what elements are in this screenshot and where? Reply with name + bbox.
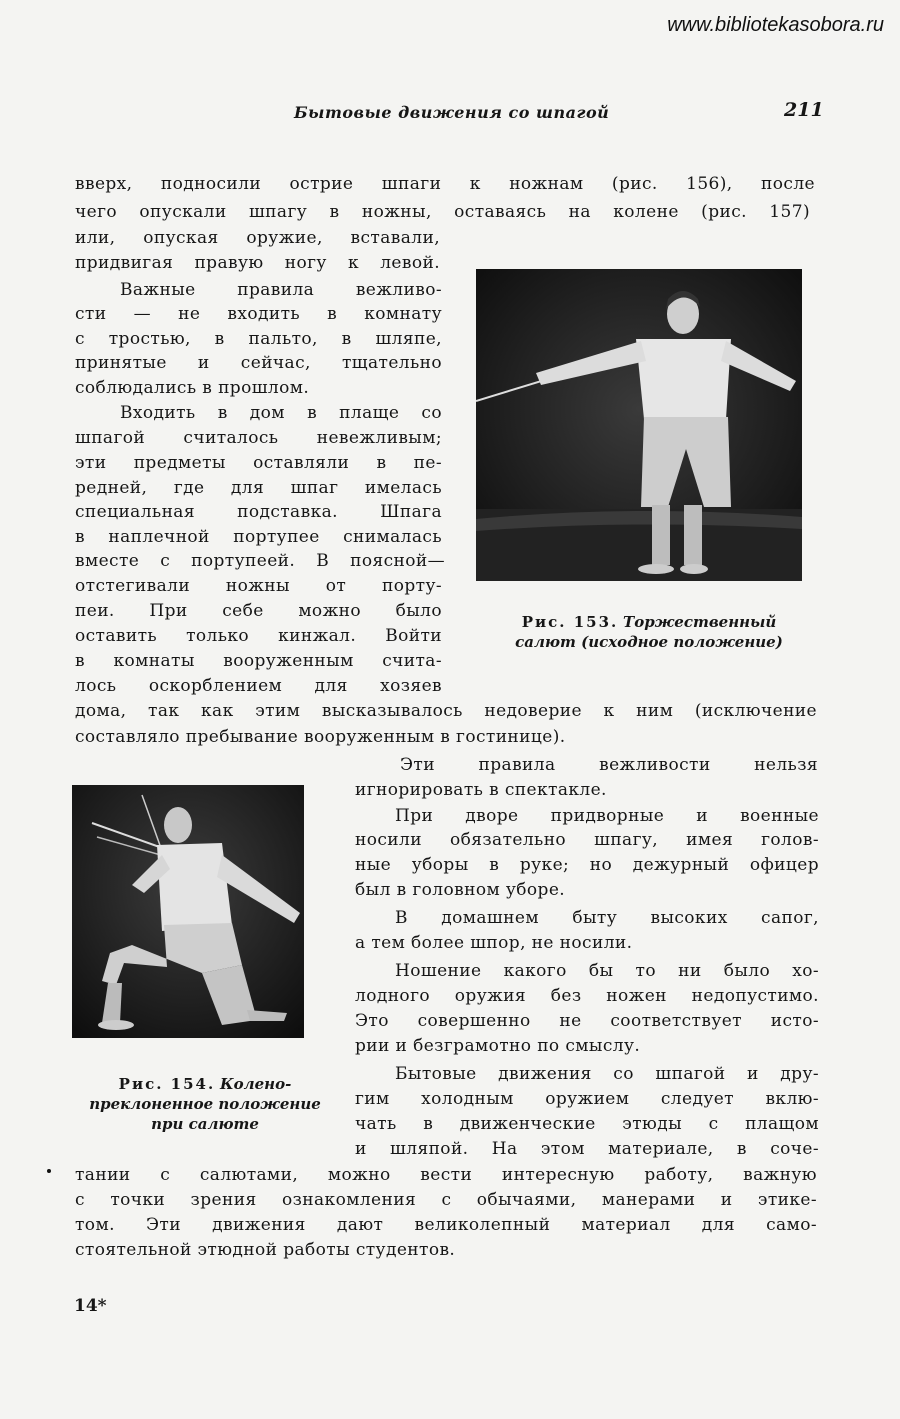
figure-154-caption-line2: преклоненное положение xyxy=(89,1095,321,1113)
text-line: с точки зрения ознакомления с обычаями, манерами и этике- xyxy=(75,1190,817,1210)
text-line: составляло пребывание вооруженным в гостинице). xyxy=(75,727,566,747)
figure-153-label: Рис. 153. xyxy=(521,613,619,631)
text-line: пеи. При себе можно было xyxy=(75,601,442,621)
figure-153-photo xyxy=(476,269,802,581)
text-line: а тем более шпор, не носили. xyxy=(355,933,633,953)
text-line: тании с салютами, можно вести интересную работу, важную xyxy=(75,1165,817,1185)
text-line: дома, так как этим высказывалось недоверие к ним (исключение xyxy=(75,701,817,721)
text-line: с тростью, в пальто, в шляпе, xyxy=(75,329,442,349)
text-line: специальная подставка. Шпага xyxy=(75,502,442,522)
text-line: Бытовые движения со шпагой и дру- xyxy=(395,1064,819,1084)
text-line: лось оскорблением для хозяев xyxy=(75,676,442,696)
text-line: отстегивали ножны от порту- xyxy=(75,576,442,596)
text-line: эти предметы оставляли в пе- xyxy=(75,453,442,473)
running-head: Бытовые движения со шпагой xyxy=(294,103,610,122)
text-line: В домашнем быту высоких сапог, xyxy=(395,908,819,928)
fencer-kneeling-salute-image xyxy=(72,785,304,1038)
text-line: Входить в дом в плаще со xyxy=(120,403,442,423)
text-line: том. Эти движения дают великолепный материал для само- xyxy=(75,1215,817,1235)
figure-154-label: Рис. 154. xyxy=(118,1075,216,1093)
site-watermark: www.bibliotekasobora.ru xyxy=(667,14,884,36)
text-line: шпагой считалось невежливым; xyxy=(75,428,442,448)
text-line: Ношение какого бы то ни было хо- xyxy=(395,961,819,981)
text-line: игнорировать в спектакле. xyxy=(355,780,607,800)
print-speck xyxy=(47,1169,51,1173)
signature-mark: 14* xyxy=(74,1296,107,1316)
text-line: рии и безграмотно по смыслу. xyxy=(355,1036,641,1056)
text-line: или, опуская оружие, вставали, xyxy=(75,228,440,248)
figure-154-caption-line3: при салюте xyxy=(151,1115,259,1133)
text-line: сти — не входить в комнату xyxy=(75,304,442,324)
text-line: Эти правила вежливости нельзя xyxy=(400,755,818,775)
figure-153-caption-line2: салют (исходное положение) xyxy=(515,633,783,651)
figure-154-photo xyxy=(72,785,304,1038)
text-line: соблюдались в прошлом. xyxy=(75,378,310,398)
fencer-standing-salute-image xyxy=(476,269,802,581)
text-line: в комнаты вооруженным счита- xyxy=(75,651,442,671)
text-line: редней, где для шпаг имелась xyxy=(75,478,442,498)
text-line: вместе с портупеей. В поясной— xyxy=(75,551,445,571)
text-line: вверх, подносили острие шпаги к ножнам (рис. 156), после xyxy=(75,174,815,194)
text-line: носили обязательно шпагу, имея голов- xyxy=(355,830,819,850)
figure-154-caption-line1: Колено- xyxy=(219,1075,292,1093)
text-line: Это совершенно не соответствует исто- xyxy=(355,1011,819,1031)
text-line: был в головном уборе. xyxy=(355,880,566,900)
figure-153-caption xyxy=(484,612,814,652)
text-line: и шляпой. На этом материале, в соче- xyxy=(355,1139,819,1159)
figure-154-caption xyxy=(80,1074,330,1134)
text-line: Важные правила вежливо- xyxy=(120,280,442,300)
figure-153-caption-line1: Торжественный xyxy=(623,613,777,631)
text-line: При дворе придворные и военные xyxy=(395,806,819,826)
text-line: чего опускали шпагу в ножны, оставаясь на колене (рис. 157) xyxy=(75,202,810,222)
text-line: принятые и сейчас, тщательно xyxy=(75,353,442,373)
text-line: чать в движенческие этюды с плащом xyxy=(355,1114,819,1134)
text-line: гим холодным оружием следует вклю- xyxy=(355,1089,819,1109)
text-line: ные уборы в руке; но дежурный офицер xyxy=(355,855,819,875)
text-line: оставить только кинжал. Войти xyxy=(75,626,442,646)
page-number: 211 xyxy=(784,99,824,121)
text-line: стоятельной этюдной работы студентов. xyxy=(75,1240,456,1260)
text-line: лодного оружия без ножен недопустимо. xyxy=(355,986,819,1006)
text-line: придвигая правую ногу к левой. xyxy=(75,253,440,273)
text-line: в наплечной портупее снималась xyxy=(75,527,442,547)
